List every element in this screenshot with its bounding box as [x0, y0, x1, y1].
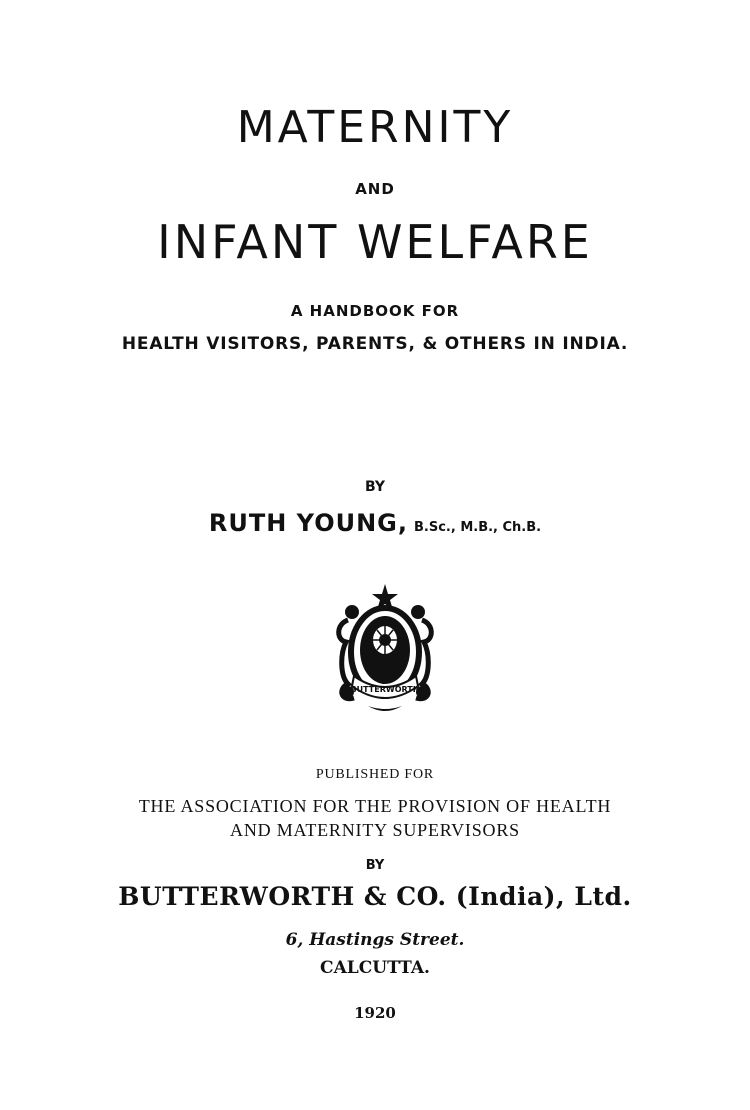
subtitle-line-1: A HANDBOOK FOR — [290, 302, 460, 320]
author-line — [0, 509, 750, 537]
publication-year: 1920 — [354, 1004, 396, 1022]
publisher-city: CALCUTTA. — [320, 958, 430, 978]
association-line-2: AND MATERNITY SUPERVISORS — [230, 820, 520, 840]
butterworth-crest-icon — [330, 580, 440, 720]
by-label-2: BY — [365, 858, 385, 873]
title-line-infant-welfare: INFANT WELFARE — [157, 215, 593, 269]
crest-text: BUTTERWORTH — [350, 685, 420, 694]
by-label: BY — [364, 479, 386, 495]
author-degrees: B.Sc., M.B., Ch.B. — [414, 520, 542, 535]
title-line-maternity: MATERNITY — [236, 102, 514, 153]
association-line-1: THE ASSOCIATION FOR THE PROVISION OF HEALTH — [138, 796, 612, 816]
publisher-address: 6, Hastings Street. — [285, 930, 465, 950]
title-conjunction: AND — [355, 180, 395, 198]
publisher-name: BUTTERWORTH & CO. (India), Ltd. — [118, 882, 632, 911]
author-name: RUTH YOUNG, — [208, 509, 408, 537]
published-for: PUBLISHED FOR — [315, 767, 435, 782]
subtitle-line-2: HEALTH VISITORS, PARENTS, & OTHERS IN INDIA. — [121, 334, 629, 354]
